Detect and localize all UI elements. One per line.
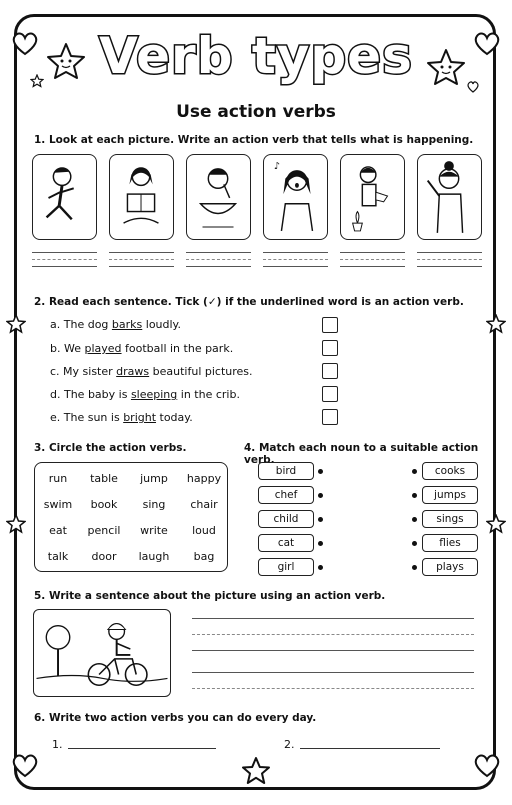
picture-boy-riding-bicycle — [33, 609, 171, 697]
noun-box[interactable]: girl — [258, 558, 314, 576]
sentence-item: b. We played football in the park. — [50, 342, 234, 355]
match-dot[interactable] — [318, 565, 323, 570]
word-item[interactable]: table — [90, 472, 118, 485]
verb-box[interactable]: plays — [422, 558, 478, 576]
title-banner — [0, 26, 512, 86]
writing-line[interactable] — [192, 688, 474, 689]
word-item[interactable]: loud — [192, 524, 216, 537]
q2-heading: 2. Read each sentence. Tick (✓) if the underlined word is an action verb. — [34, 296, 464, 308]
heart-icon — [10, 752, 40, 778]
word-item[interactable]: write — [140, 524, 168, 537]
word-item[interactable]: run — [48, 472, 68, 485]
heart-icon — [472, 752, 502, 778]
underlined-word: draws — [116, 365, 150, 378]
tick-checkbox[interactable] — [322, 363, 338, 379]
tick-checkbox[interactable] — [322, 317, 338, 333]
answer-lines[interactable] — [32, 252, 97, 273]
picture-girl-singing — [263, 154, 328, 240]
match-dot[interactable] — [412, 565, 417, 570]
svg-text:♪: ♪ — [273, 160, 280, 172]
writing-line[interactable] — [192, 672, 474, 673]
star-icon — [6, 314, 26, 334]
writing-line[interactable] — [192, 634, 474, 635]
verb-box[interactable]: jumps — [422, 486, 478, 504]
word-item[interactable]: bag — [193, 550, 215, 563]
writing-line[interactable] — [192, 650, 474, 651]
answer-lines[interactable] — [109, 252, 174, 273]
answer-lines[interactable] — [263, 252, 328, 273]
word-item[interactable]: laugh — [138, 550, 170, 563]
word-item[interactable]: book — [90, 498, 118, 511]
underlined-word: sleeping — [130, 388, 178, 401]
sentence-item: a. The dog barks loudly. — [50, 318, 181, 331]
match-dot[interactable] — [412, 493, 417, 498]
noun-box[interactable]: child — [258, 510, 314, 528]
tick-checkbox[interactable] — [322, 340, 338, 356]
picture-boy-running — [32, 154, 97, 240]
page-subtitle: Use action verbs — [176, 102, 336, 122]
page-title: Verb types — [99, 27, 413, 85]
match-dot[interactable] — [412, 517, 417, 522]
word-item[interactable]: chair — [190, 498, 218, 511]
match-dot[interactable] — [318, 541, 323, 546]
underlined-word: barks — [111, 318, 143, 331]
picture-boy-watering-plant — [340, 154, 405, 240]
word-item[interactable]: door — [91, 550, 117, 563]
picture-boy-eating — [186, 154, 251, 240]
underlined-word: played — [84, 342, 122, 355]
star-icon — [486, 514, 506, 534]
sentence-item: c. My sister draws beautiful pictures. — [50, 365, 253, 378]
match-dot[interactable] — [318, 517, 323, 522]
answer-lines[interactable] — [417, 252, 482, 273]
underlined-word: bright — [123, 411, 157, 424]
match-dot[interactable] — [318, 469, 323, 474]
sentence-item: d. The baby is sleeping in the crib. — [50, 388, 240, 401]
writing-line[interactable] — [192, 618, 474, 619]
word-item[interactable]: talk — [47, 550, 69, 563]
tick-checkbox[interactable] — [322, 409, 338, 425]
noun-box[interactable]: bird — [258, 462, 314, 480]
answer-number: 2. — [284, 738, 295, 751]
answer-line[interactable] — [68, 748, 216, 749]
answer-lines[interactable] — [340, 252, 405, 273]
answer-line[interactable] — [300, 748, 440, 749]
sentence-item: e. The sun is bright today. — [50, 411, 193, 424]
word-item[interactable]: sing — [142, 498, 166, 511]
q6-heading: 6. Write two action verbs you can do every day. — [34, 712, 317, 724]
q1-heading: 1. Look at each picture. Write an action verb that tells what is happening. — [34, 134, 474, 146]
star-icon — [486, 314, 506, 334]
q4-heading: 4. Match each noun to a suitable action verb. — [244, 442, 479, 466]
tick-checkbox[interactable] — [322, 386, 338, 402]
noun-box[interactable]: cat — [258, 534, 314, 552]
q5-heading: 5. Write a sentence about the picture using an action verb. — [34, 590, 386, 602]
word-item[interactable]: eat — [49, 524, 67, 537]
answer-number: 1. — [52, 738, 63, 751]
q3-heading: 3. Circle the action verbs. — [34, 442, 187, 454]
picture-girl-waving — [417, 154, 482, 240]
verb-box[interactable]: cooks — [422, 462, 478, 480]
word-item[interactable]: swim — [43, 498, 73, 511]
picture-girl-reading — [109, 154, 174, 240]
word-box — [34, 462, 228, 572]
match-dot[interactable] — [412, 541, 417, 546]
star-icon — [6, 514, 26, 534]
verb-box[interactable]: sings — [422, 510, 478, 528]
star-icon — [241, 756, 271, 786]
word-item[interactable]: pencil — [87, 524, 121, 537]
word-item[interactable]: happy — [186, 472, 222, 485]
answer-lines[interactable] — [186, 252, 251, 273]
verb-box[interactable]: flies — [422, 534, 478, 552]
noun-box[interactable]: chef — [258, 486, 314, 504]
match-dot[interactable] — [412, 469, 417, 474]
word-item[interactable]: jump — [140, 472, 168, 485]
match-dot[interactable] — [318, 493, 323, 498]
